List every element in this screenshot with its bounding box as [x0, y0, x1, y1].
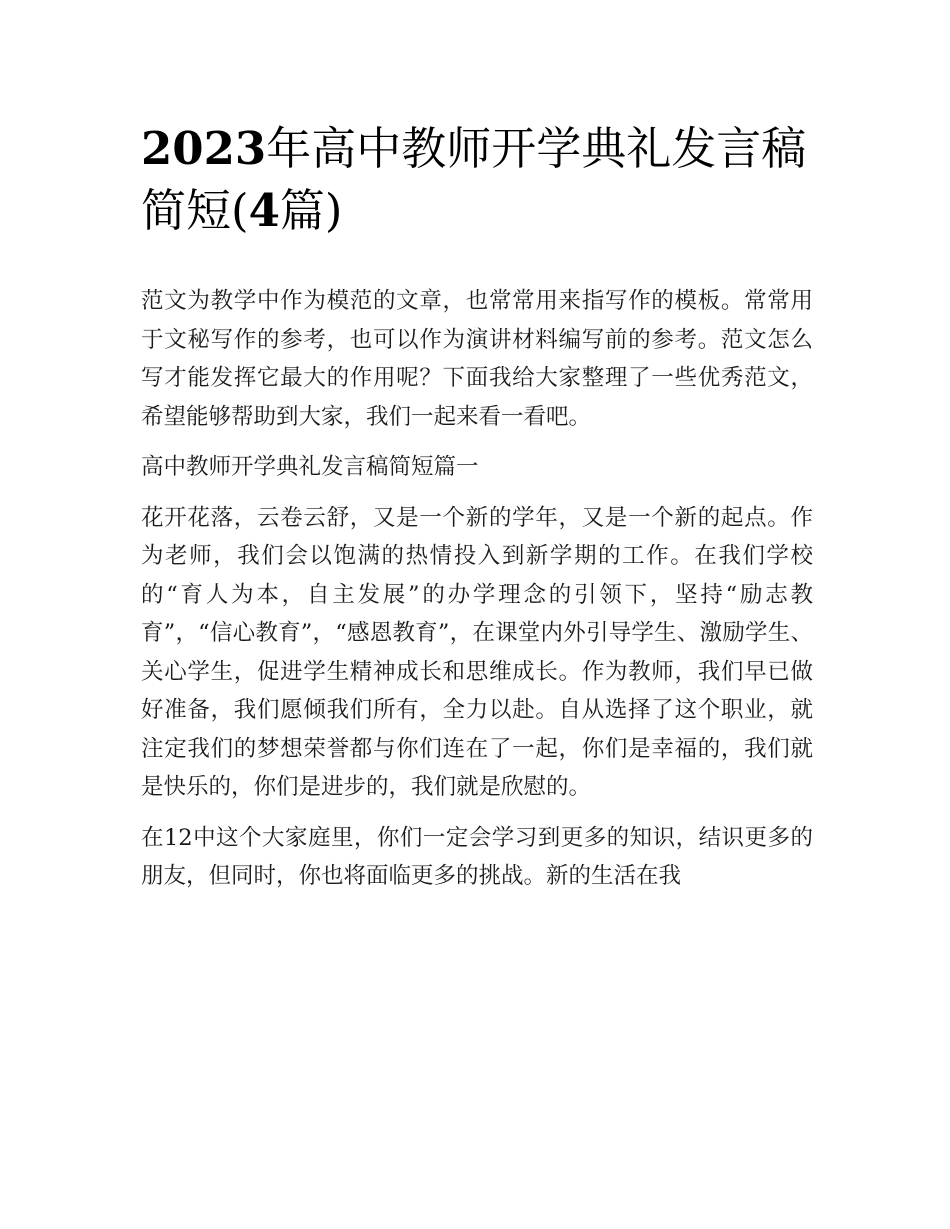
title-count: 4 [248, 184, 280, 237]
document-body [141, 282, 813, 896]
title-suffix: 篇) [279, 184, 343, 237]
title-year: 2023 [141, 122, 267, 175]
section-heading: 高中教师开学典礼发言稿简短篇一 [141, 454, 479, 480]
body-paragraph: 在12中这个大家庭里，你们一定会学习到更多的知识，结识更多的朋友，但同时，你也将面临更多的挑战。新的生活在我 [141, 824, 813, 889]
document-title [141, 118, 813, 242]
title-main-text: 年高中教师开学典礼发言稿简短( [141, 122, 807, 237]
intro-paragraph: 范文为教学中作为模范的文章，也常常用来指写作的模板。常常用于文秘写作的参考，也可以作为演讲材料编写前的参考。范文怎么写才能发挥它最大的作用呢？下面我给大家整理了一些优秀范文，希望能够帮助到大家，我们一起来看一看吧。 [141, 288, 813, 430]
body-paragraph: 花开花落，云卷云舒，又是一个新的学年，又是一个新的起点。作为老师，我们会以饱满的热情投入到新学期的工作。在我们学校的“育人为本，自主发展”的办学理念的引领下，坚持“励志教育”，“信心教育”，“感恩教育”，在课堂内外引导学生、激励学生、关心学生，促进学生精神成长和思维成长。作为教师，我们早已做好准备，我们愿倾我们所有，全力以赴。自从选择了这个职业，就注定我们的梦想荣誉都与你们连在了一起，你们是幸福的，我们就是快乐的，你们是进步的，我们就是欣慰的。 [141, 504, 813, 800]
